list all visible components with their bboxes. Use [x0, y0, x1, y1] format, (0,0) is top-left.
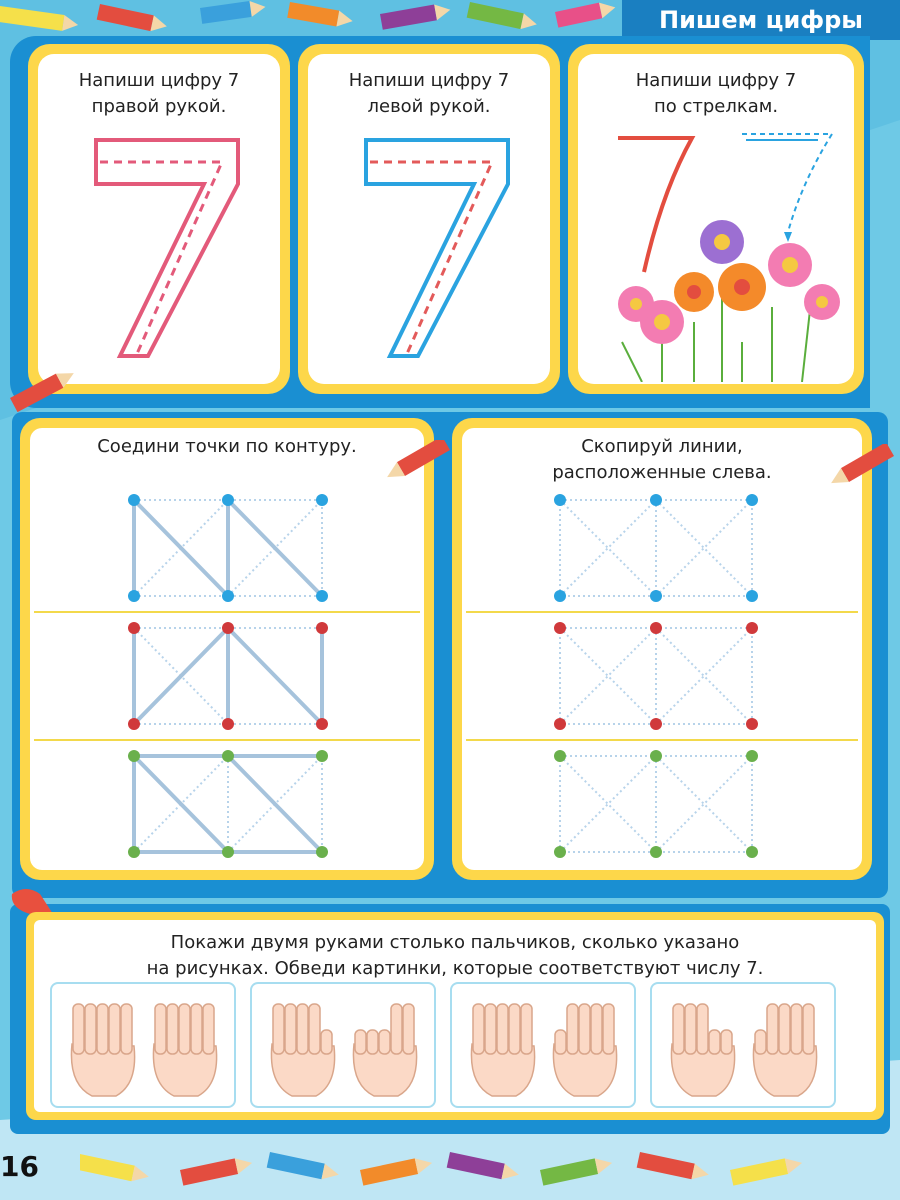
task-card-arrows: [568, 44, 864, 394]
hand-2-fingers: [353, 1004, 416, 1096]
seven-arrows-and-flowers: [612, 122, 842, 382]
task6-text-line2: на рисунках. Обведи картинки, которые соответствуют числу 7.: [146, 958, 764, 979]
pencils-bottom-decoration: [80, 1140, 900, 1200]
seven-trace-blue[interactable]: [358, 128, 518, 368]
hand-5-fingers: [153, 1004, 216, 1096]
hand-4-fingers: [753, 1004, 816, 1096]
connect-dots-panel: [20, 418, 434, 880]
task-card-left-hand: [298, 44, 560, 394]
hands-picture-4[interactable]: [650, 982, 836, 1108]
task6-text-line1: Покажи двумя руками столько пальчиков, сколько указано: [170, 932, 740, 953]
page-number: 16: [0, 1150, 39, 1183]
task1-text-line1: Напиши цифру 7: [78, 70, 240, 91]
hand-4-fingers: [271, 1004, 334, 1096]
seven-arrow-trace: [742, 134, 832, 232]
hand-4-fingers: [553, 1004, 616, 1096]
task2-text-line2: левой рукой.: [367, 96, 491, 117]
pencils-top-decoration: [0, 0, 640, 40]
task4-text: Соедини точки по контуру.: [97, 436, 357, 457]
seven-sample: [618, 138, 692, 272]
task2-text-line1: Напиши цифру 7: [348, 70, 510, 91]
pencil-icon: [6, 362, 86, 412]
task-card-right-hand: [28, 44, 290, 394]
hand-5-fingers: [471, 1004, 534, 1096]
task5-text-line2: расположенные слева.: [552, 462, 772, 483]
seven-trace-pink[interactable]: [88, 128, 248, 368]
connect-dots-grid[interactable]: [20, 478, 434, 878]
hands-picture-1[interactable]: [50, 982, 236, 1108]
hands-picture-3[interactable]: [450, 982, 636, 1108]
hand-3-fingers: [671, 1004, 734, 1096]
task3-text-line1: Напиши цифру 7: [635, 70, 797, 91]
task1-text-line2: правой рукой.: [91, 96, 227, 117]
pencil-icon: [816, 444, 900, 504]
task3-text-line2: по стрелкам.: [653, 96, 779, 117]
pencil-icon: [386, 440, 456, 500]
copy-lines-grid[interactable]: [452, 478, 872, 878]
hand-5-fingers: [71, 1004, 134, 1096]
task5-text-line1: Скопируй линии,: [581, 436, 743, 457]
page-title: Пишем цифры: [622, 0, 900, 40]
copy-lines-panel: [452, 418, 872, 880]
hands-picture-2[interactable]: [250, 982, 436, 1108]
